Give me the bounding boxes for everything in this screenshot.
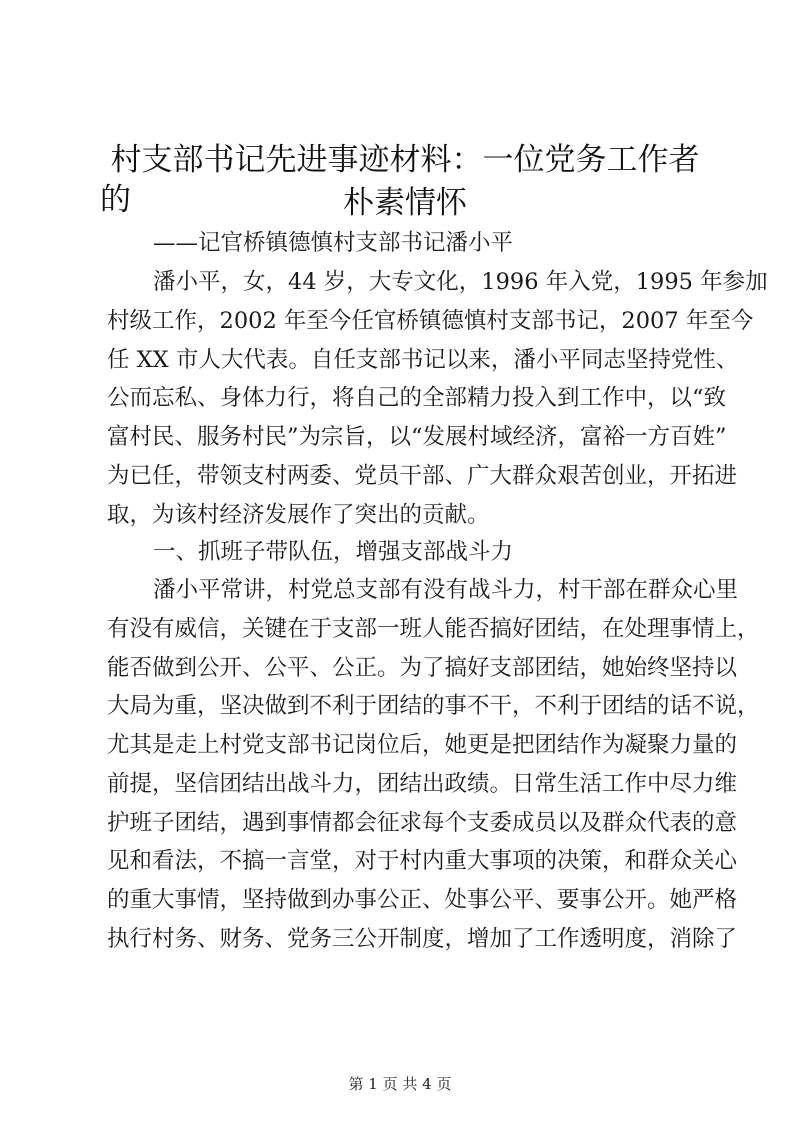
paragraph-line: 村级工作，2002 年至今任官桥镇德慎村支部书记，2007 年至今 — [107, 307, 754, 334]
section-heading-1: 一、抓班子带队伍，增强支部战斗力 — [153, 539, 514, 565]
document-title-line-2: 朴素情怀 — [343, 185, 467, 221]
paragraph-line: 潘小平，女，44 岁，大专文化，1996 年入党，1995 年参加 — [153, 269, 768, 295]
paragraph-line: 有没有威信，关键在于支部一班人能否搞好团结，在处理事情上， — [107, 615, 760, 642]
paragraph-line: 能否做到公开、公平、公正。为了搞好支部团结，她始终坚持以 — [107, 654, 738, 681]
document-subtitle: ——记官桥镇德慎村支部书记潘小平 — [153, 230, 514, 256]
paragraph-line: 为已任，带领支村两委、党员干部、广大群众艰苦创业，开拓进 — [107, 462, 738, 489]
paragraph-line: 见和看法，不搞一言堂，对于村内重大事项的决策，和群众关心 — [107, 848, 738, 875]
paragraph-line: 富村民、服务村民”为宗旨，以“发展村域经济，富裕一方百姓” — [107, 424, 727, 450]
paragraph-line: 大局为重，坚决做到不利于团结的事不干，不利于团结的话不说， — [107, 693, 760, 720]
page-footer: 第 1 页 共 4 页 — [348, 1075, 452, 1093]
paragraph-line: 取，为该村经济发展作了突出的贡献。 — [107, 501, 490, 528]
paragraph-line: 前提，坚信团结出战斗力，团结出政绩。日常生活工作中尽力维 — [107, 770, 738, 797]
document-title-line-1: 村支部书记先进事迹材料：一位党务工作者的 — [100, 142, 700, 218]
paragraph-line: 任 XX 市人大代表。自任支部书记以来，潘小平同志坚持党性、 — [107, 346, 739, 373]
paragraph-line: 尤其是走上村党支部书记岗位后，她更是把团结作为凝聚力量的 — [107, 732, 738, 758]
paragraph-line: 护班子团结，遇到事情都会征求每个支委成员以及群众代表的意 — [107, 809, 738, 836]
paragraph-line: 执行村务、财务、党务三公开制度，增加了工作透明度，消除了 — [107, 925, 738, 952]
paragraph-line: 的重大事情，坚持做到办事公正、处事公平、要事公开。她严格 — [107, 887, 738, 913]
paragraph-line: 公而忘私、身体力行，将自己的全部精力投入到工作中，以“致 — [107, 385, 727, 412]
paragraph-line: 潘小平常讲，村党总支部有没有战斗力，村干部在群众心里 — [153, 577, 739, 603]
